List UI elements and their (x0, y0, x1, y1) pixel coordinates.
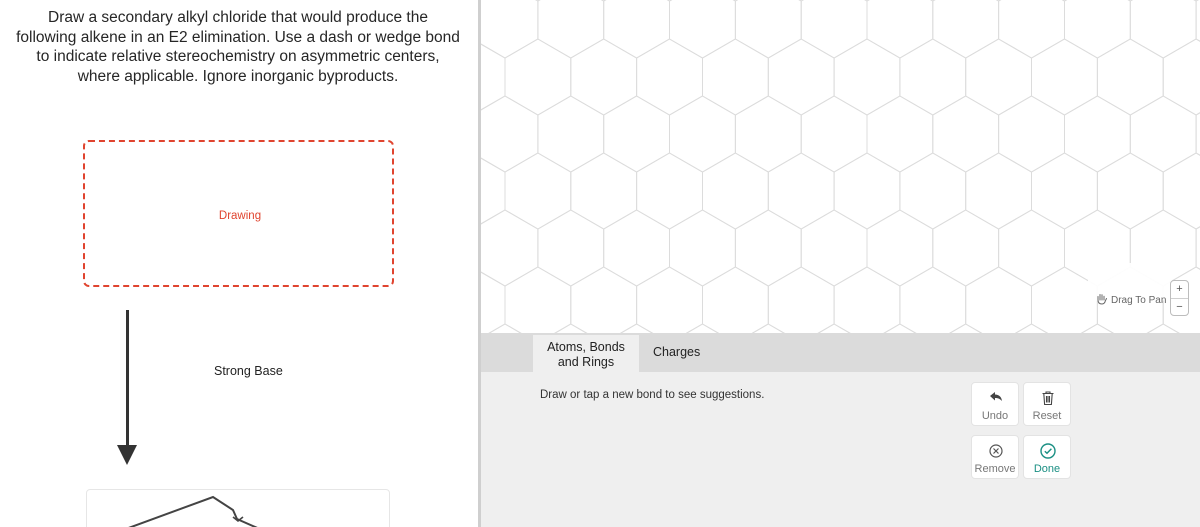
tool-panel (481, 372, 1200, 527)
tool-tab-bar (481, 333, 1200, 372)
undo-label: Undo (981, 410, 1009, 422)
remove-button[interactable] (971, 435, 1019, 479)
question-line: where applicable. Ignore inorganic byproducts. (77, 67, 399, 85)
tab-atoms-label-line1: Atoms, Bonds (547, 340, 625, 354)
trash-icon (1039, 389, 1057, 407)
reagent-label: Strong Base (214, 364, 283, 378)
tab-atoms-bonds-rings[interactable] (533, 335, 639, 372)
drag-to-pan-hint (1088, 263, 1172, 306)
done-button[interactable] (1023, 435, 1071, 479)
question-line: Draw a secondary alkyl chloride that would produce the (48, 9, 428, 26)
zoom-in-button[interactable]: + (1176, 283, 1183, 295)
remove-label: Remove (974, 463, 1016, 475)
zoom-out-button[interactable]: − (1176, 301, 1183, 313)
drawing-answer-box[interactable] (83, 140, 394, 287)
undo-icon (987, 389, 1005, 407)
product-structure-card (86, 489, 390, 527)
undo-button[interactable] (971, 382, 1019, 426)
reaction-arrow-head (117, 445, 137, 465)
suggestion-hint: Draw or tap a new bond to see suggestions. (540, 389, 765, 401)
tab-charges[interactable]: Charges (653, 345, 701, 359)
question-line: to indicate relative stereochemistry on asymmetric centers, (36, 48, 440, 65)
alkene-product-structure (87, 490, 390, 527)
hand-icon (1095, 292, 1108, 305)
reset-label: Reset (1032, 410, 1062, 422)
question-text (14, 8, 462, 86)
check-circle-icon (1039, 442, 1057, 460)
drawing-label: Drawing (218, 210, 262, 222)
drag-to-pan-label: Drag To Pan (1111, 295, 1167, 306)
question-line: following alkene in an E2 elimination. Use a dash or wedge bond (16, 28, 460, 46)
tab-atoms-label-line2: and Rings (557, 354, 615, 369)
zoom-control (1170, 280, 1189, 316)
done-label: Done (1033, 463, 1061, 475)
reaction-arrow (126, 310, 129, 446)
remove-icon (987, 442, 1005, 460)
reset-button[interactable] (1023, 382, 1071, 426)
question-panel (0, 0, 478, 527)
